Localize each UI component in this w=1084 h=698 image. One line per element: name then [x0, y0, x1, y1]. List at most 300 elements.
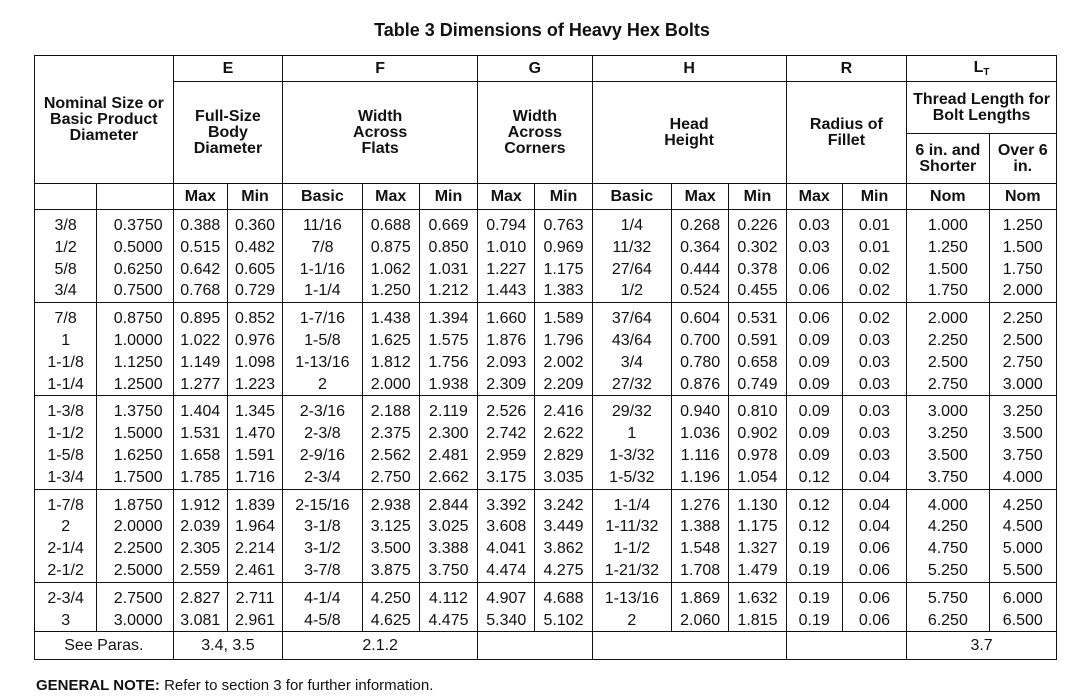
- cell-value: 3.025: [428, 518, 469, 536]
- cell-h-basic: [592, 396, 671, 489]
- cell-g-min: [535, 489, 592, 582]
- col-letter-l-sub: T: [983, 66, 990, 78]
- cell-dec: [97, 582, 173, 632]
- cell-value: 0.6250: [113, 260, 163, 278]
- cell-l-over: [989, 396, 1056, 489]
- cell-value: 1.500: [927, 260, 968, 278]
- cell-l-short: [907, 582, 989, 632]
- general-note-label: GENERAL NOTE:: [36, 677, 160, 694]
- footer-e: 3.4, 3.5: [173, 632, 283, 660]
- cell-e-max: [173, 582, 227, 632]
- cell-h-max: [672, 396, 729, 489]
- cell-r-max: [786, 582, 842, 632]
- cell-value: 0.875: [370, 238, 411, 256]
- cell-value: 2.0000: [113, 518, 163, 536]
- cell-value: 0.09: [798, 375, 830, 393]
- cell-l-over: [989, 489, 1056, 582]
- sub-g-max: Max: [478, 184, 535, 210]
- cell-value: 43/64: [611, 331, 652, 349]
- cell-value: 3.500: [1002, 425, 1043, 443]
- col-desc-l-short: 6 in. and Shorter: [907, 134, 989, 184]
- col-desc-e: Full-Size Body Diameter: [173, 82, 283, 184]
- cell-value: 0.455: [737, 282, 778, 300]
- cell-value: 37/64: [611, 310, 652, 328]
- cell-value: 1.388: [680, 518, 721, 536]
- cell-value: 0.03: [798, 238, 830, 256]
- cell-value: 0.604: [680, 310, 721, 328]
- cell-l-short: [907, 489, 989, 582]
- col-letter-r: R: [786, 56, 907, 82]
- cell-value: 4.250: [1002, 496, 1043, 514]
- cell-value: 1.660: [486, 310, 527, 328]
- cell-value: 0.444: [680, 260, 721, 278]
- cell-value: 1.591: [235, 446, 276, 464]
- cell-value: 0.700: [680, 331, 721, 349]
- cell-value: 0.06: [858, 589, 891, 607]
- cell-value: 3.250: [927, 425, 968, 443]
- cell-value: 4.041: [486, 540, 527, 558]
- cell-value: 1-1/8: [47, 353, 84, 371]
- cell-frac: [35, 303, 97, 396]
- cell-value: 1: [61, 331, 71, 349]
- cell-value: 1.912: [180, 496, 221, 514]
- cell-value: 2.711: [235, 589, 275, 607]
- cell-value: 1.589: [543, 310, 584, 328]
- cell-value: 2.662: [428, 468, 469, 486]
- cell-e-max: [173, 396, 227, 489]
- cell-value: 3.0000: [113, 611, 163, 629]
- sub-e-min: Min: [227, 184, 282, 210]
- cell-value: 1.5000: [113, 425, 163, 443]
- sub-g-min: Min: [535, 184, 592, 210]
- cell-h-min: [729, 303, 786, 396]
- cell-value: 2.961: [235, 611, 276, 629]
- cell-value: 1.022: [180, 331, 221, 349]
- cell-f-max: [362, 303, 419, 396]
- cell-value: 4.250: [927, 518, 968, 536]
- cell-value: 0.969: [543, 238, 584, 256]
- cell-value: 3.608: [486, 518, 527, 536]
- cell-value: 0.19: [798, 561, 830, 579]
- cell-value: 2.742: [486, 425, 527, 443]
- general-note-text: Refer to section 3 for further information.: [159, 677, 434, 694]
- cell-value: 2.000: [1002, 282, 1043, 300]
- cell-value: 2.039: [180, 518, 221, 536]
- cell-frac: [35, 210, 97, 303]
- cell-value: 1.031: [428, 260, 469, 278]
- cell-value: 1.2500: [113, 375, 163, 393]
- cell-r-max: [786, 489, 842, 582]
- cell-value: 2.526: [486, 403, 527, 421]
- cell-value: 0.360: [235, 217, 276, 234]
- table-row-group: [35, 396, 1057, 489]
- cell-value: 2.559: [180, 561, 221, 579]
- cell-h-basic: [592, 210, 671, 303]
- cell-f-min: [419, 582, 477, 632]
- cell-f-min: [419, 396, 477, 489]
- cell-r-min: [842, 396, 906, 489]
- cell-value: 0.09: [798, 331, 830, 349]
- cell-value: 0.810: [737, 403, 778, 421]
- sub-h-min: Min: [729, 184, 786, 210]
- cell-value: 2.188: [370, 403, 411, 421]
- cell-value: 5.340: [486, 611, 527, 629]
- cell-value: 1.3750: [113, 403, 163, 421]
- cell-value: 2.375: [370, 425, 411, 443]
- sub-l-short-nom: Nom: [907, 184, 989, 210]
- cell-value: 0.8750: [113, 310, 163, 328]
- cell-value: 1.175: [543, 260, 584, 278]
- cell-f-max: [362, 210, 419, 303]
- table-title: Table 3 Dimensions of Heavy Hex Bolts: [374, 20, 710, 40]
- cell-value: 0.531: [737, 310, 778, 328]
- cell-value: 4.475: [428, 611, 469, 629]
- cell-l-short: [907, 303, 989, 396]
- cell-value: 4-1/4: [304, 589, 341, 607]
- sub-h-basic: Basic: [592, 184, 671, 210]
- cell-value: 1.276: [680, 496, 721, 514]
- cell-value: 0.09: [798, 403, 830, 421]
- cell-value: 1-7/16: [299, 310, 346, 328]
- cell-value: 11/32: [612, 238, 652, 256]
- cell-value: 1.716: [235, 468, 276, 486]
- cell-value: 2.500: [927, 353, 968, 371]
- size-header: Nominal Size or Basic Product Diameter: [35, 56, 174, 184]
- cell-value: 0.03: [858, 375, 891, 393]
- cell-value: 2: [61, 518, 71, 536]
- cell-value: 0.780: [680, 353, 721, 371]
- cell-r-min: [842, 210, 906, 303]
- cell-value: 2.416: [543, 403, 584, 421]
- cell-l-short: [907, 210, 989, 303]
- col-letter-e: E: [173, 56, 283, 82]
- cell-value: 2.5000: [113, 561, 163, 579]
- cell-value: 2.622: [543, 425, 584, 443]
- cell-value: 3.862: [543, 540, 584, 558]
- cell-value: 3.392: [486, 496, 527, 514]
- cell-value: 0.01: [858, 238, 891, 256]
- cell-value: 3-1/8: [304, 518, 341, 536]
- cell-value: 1.196: [680, 468, 721, 486]
- cell-value: 2.750: [370, 468, 411, 486]
- cell-value: 1.227: [486, 260, 527, 278]
- cell-value: 0.388: [180, 217, 221, 234]
- cell-value: 2.000: [927, 310, 968, 328]
- cell-value: 2-3/8: [304, 425, 341, 443]
- cell-value: 1.575: [428, 331, 469, 349]
- cell-value: 1.0000: [113, 331, 163, 349]
- cell-value: 1.796: [543, 331, 584, 349]
- cell-f-basic: [283, 396, 362, 489]
- cell-e-min: [227, 396, 282, 489]
- cell-value: 0.03: [858, 446, 891, 464]
- cell-value: 3/4: [620, 353, 643, 371]
- cell-value: 1.443: [486, 282, 527, 300]
- cell-value: 0.268: [680, 217, 721, 234]
- cell-value: 2.214: [235, 540, 276, 558]
- cell-value: 1.036: [680, 425, 721, 443]
- cell-value: 4.250: [370, 589, 411, 607]
- cell-r-min: [842, 303, 906, 396]
- cell-value: 2: [627, 611, 637, 629]
- cell-value: 5.500: [1002, 561, 1043, 579]
- cell-value: 0.06: [798, 260, 830, 278]
- cell-frac: [35, 489, 97, 582]
- cell-g-min: [535, 303, 592, 396]
- cell-value: 0.02: [858, 282, 891, 300]
- cell-value: 4.750: [927, 540, 968, 558]
- cell-value: 1.625: [370, 331, 411, 349]
- cell-value: 0.794: [486, 217, 527, 234]
- cell-value: 1.062: [370, 260, 411, 278]
- cell-value: 1-1/16: [299, 260, 346, 278]
- cell-value: 1.130: [737, 496, 778, 514]
- cell-value: 5.000: [1002, 540, 1043, 558]
- col-desc-g: Width Across Corners: [478, 82, 593, 184]
- cell-value: 1.054: [737, 468, 778, 486]
- cell-frac: [35, 396, 97, 489]
- cell-value: 2.2500: [113, 540, 163, 558]
- cell-value: 1.750: [1002, 260, 1043, 278]
- cell-value: 4.625: [370, 611, 411, 629]
- cell-value: 2-3/4: [47, 589, 84, 607]
- cell-value: 0.749: [737, 375, 778, 393]
- col-desc-f: Width Across Flats: [283, 82, 478, 184]
- cell-value: 1.7500: [113, 468, 163, 486]
- cell-f-max: [362, 489, 419, 582]
- cell-value: 1.175: [737, 518, 778, 536]
- cell-value: 29/32: [611, 403, 652, 421]
- cell-value: 2-3/4: [304, 468, 341, 486]
- table-row-group: [35, 303, 1057, 396]
- cell-value: 2.562: [370, 446, 411, 464]
- sub-f-max: Max: [362, 184, 419, 210]
- cell-value: 2-1/2: [47, 561, 84, 579]
- cell-value: 2.500: [1002, 331, 1043, 349]
- cell-value: 1-3/4: [47, 468, 84, 486]
- cell-g-max: [478, 210, 535, 303]
- footer-h: [592, 632, 786, 660]
- cell-value: 2.938: [370, 496, 411, 514]
- cell-g-max: [478, 489, 535, 582]
- table-row-group: [35, 582, 1057, 632]
- cell-h-min: [729, 396, 786, 489]
- cell-value: 3.242: [543, 496, 584, 514]
- col-desc-r: Radius of Fillet: [786, 82, 907, 184]
- cell-value: 0.12: [798, 518, 830, 536]
- cell-value: 2.844: [428, 496, 469, 514]
- col-letter-h: H: [592, 56, 786, 82]
- cell-value: 2.827: [180, 589, 221, 607]
- cell-value: 11/16: [302, 217, 342, 234]
- cell-value: 1/4: [620, 217, 643, 234]
- footer-see-paras: See Paras.: [35, 632, 174, 660]
- cell-value: 0.524: [680, 282, 721, 300]
- cell-value: 0.04: [858, 518, 891, 536]
- cell-r-max: [786, 303, 842, 396]
- cell-value: 0.12: [798, 496, 830, 514]
- cell-value: 0.852: [235, 310, 276, 328]
- cell-value: 0.226: [737, 217, 778, 234]
- cell-value: 1-1/2: [47, 425, 84, 443]
- cell-l-over: [989, 210, 1056, 303]
- sub-r-max: Max: [786, 184, 842, 210]
- cell-h-min: [729, 582, 786, 632]
- cell-value: 1.869: [680, 589, 721, 607]
- cell-value: 3.175: [486, 468, 527, 486]
- cell-value: 1.785: [180, 468, 221, 486]
- cell-value: 1.223: [235, 375, 276, 393]
- cell-value: 1-13/16: [604, 589, 659, 607]
- cell-h-max: [672, 210, 729, 303]
- cell-value: 1-1/2: [613, 540, 651, 558]
- cell-value: 3-1/2: [304, 540, 341, 558]
- cell-dec: [97, 396, 173, 489]
- cell-value: 0.302: [737, 238, 778, 256]
- cell-value: 1.250: [927, 238, 968, 256]
- cell-value: 6.000: [1002, 589, 1043, 607]
- cell-value: 6.500: [1002, 611, 1043, 629]
- cell-value: 1/2: [620, 282, 643, 300]
- cell-h-min: [729, 210, 786, 303]
- cell-value: 1.438: [370, 310, 411, 328]
- cell-value: 1.812: [370, 353, 411, 371]
- cell-value: 27/64: [611, 260, 652, 278]
- cell-h-max: [672, 303, 729, 396]
- cell-value: 1.548: [680, 540, 721, 558]
- sub-l-over-nom: Nom: [989, 184, 1056, 210]
- cell-value: 2.461: [235, 561, 276, 579]
- footer-f: 2.1.2: [283, 632, 478, 660]
- cell-value: 4.907: [486, 589, 527, 607]
- cell-e-min: [227, 582, 282, 632]
- cell-value: 4.275: [543, 561, 584, 579]
- cell-frac: [35, 582, 97, 632]
- cell-value: 3.875: [370, 561, 411, 579]
- cell-value: 3.449: [543, 518, 584, 536]
- cell-value: 0.605: [235, 260, 276, 278]
- cell-value: 1.708: [680, 561, 721, 579]
- col-letter-l-main: L: [973, 58, 984, 76]
- footer-l: 3.7: [907, 632, 1057, 660]
- cell-value: 1-11/32: [605, 518, 659, 536]
- cell-value: 1.938: [428, 375, 469, 393]
- cell-value: 2.309: [486, 375, 527, 393]
- cell-value: 1-1/4: [304, 282, 341, 300]
- cell-value: 0.763: [543, 217, 584, 234]
- cell-value: 27/32: [611, 375, 652, 393]
- cell-value: 0.06: [858, 611, 891, 629]
- col-desc-l: Thread Length for Bolt Lengths: [907, 82, 1057, 134]
- cell-value: 4.500: [1002, 518, 1043, 536]
- cell-value: 4.000: [927, 496, 968, 514]
- cell-value: 2-9/16: [299, 446, 346, 464]
- cell-r-min: [842, 489, 906, 582]
- cell-value: 2.000: [370, 375, 411, 393]
- cell-value: 0.19: [798, 589, 830, 607]
- cell-value: 2.250: [1002, 310, 1043, 328]
- cell-value: 0.515: [180, 238, 221, 256]
- cell-value: 0.06: [858, 540, 891, 558]
- cell-g-min: [535, 210, 592, 303]
- cell-value: 1-13/16: [295, 353, 350, 371]
- cell-value: 2.060: [680, 611, 721, 629]
- cell-value: 1.345: [235, 403, 276, 421]
- cell-e-max: [173, 210, 227, 303]
- cell-value: 1.394: [428, 310, 469, 328]
- cell-e-min: [227, 303, 282, 396]
- cell-value: 0.03: [858, 331, 891, 349]
- cell-value: 0.658: [737, 353, 778, 371]
- cell-value: 0.09: [798, 446, 830, 464]
- cell-value: 0.01: [858, 217, 891, 234]
- cell-value: 1.658: [180, 446, 221, 464]
- dimensions-table: [34, 55, 1057, 660]
- cell-value: 1.327: [737, 540, 778, 558]
- cell-h-basic: [592, 582, 671, 632]
- cell-dec: [97, 210, 173, 303]
- cell-h-basic: [592, 303, 671, 396]
- cell-f-min: [419, 210, 477, 303]
- cell-value: 1.632: [737, 589, 778, 607]
- cell-f-basic: [283, 210, 362, 303]
- cell-value: 1-7/8: [47, 496, 84, 514]
- cell-value: 0.978: [737, 446, 778, 464]
- sub-e-max: Max: [173, 184, 227, 210]
- cell-value: 5.750: [927, 589, 968, 607]
- cell-value: 1-3/8: [47, 403, 84, 421]
- cell-value: 1-1/4: [47, 375, 84, 393]
- cell-value: 1.277: [180, 375, 221, 393]
- cell-value: 2.119: [429, 403, 468, 421]
- cell-value: 2.750: [1002, 353, 1043, 371]
- cell-value: 0.976: [235, 331, 276, 349]
- cell-value: 3/8: [54, 217, 77, 234]
- footer-g: [478, 632, 593, 660]
- col-letter-g: G: [478, 56, 593, 82]
- cell-r-max: [786, 210, 842, 303]
- cell-value: 0.688: [370, 217, 411, 234]
- sub-f-min: Min: [419, 184, 477, 210]
- cell-l-over: [989, 303, 1056, 396]
- cell-value: 1.383: [543, 282, 584, 300]
- cell-value: 0.02: [858, 260, 891, 278]
- cell-value: 4.474: [486, 561, 527, 579]
- cell-f-max: [362, 396, 419, 489]
- cell-value: 0.03: [858, 403, 891, 421]
- cell-value: 1.098: [235, 353, 276, 371]
- cell-value: 0.729: [235, 282, 276, 300]
- cell-value: 2.750: [927, 375, 968, 393]
- sub-r-min: Min: [842, 184, 906, 210]
- cell-value: 3-7/8: [304, 561, 341, 579]
- cell-value: 3.500: [927, 446, 968, 464]
- cell-value: 2.481: [428, 446, 469, 464]
- cell-f-basic: [283, 303, 362, 396]
- cell-value: 0.12: [798, 468, 830, 486]
- cell-value: 0.19: [798, 611, 830, 629]
- col-letter-f: F: [283, 56, 478, 82]
- cell-value: 0.06: [858, 561, 891, 579]
- cell-h-basic: [592, 489, 671, 582]
- cell-value: 1: [627, 425, 637, 443]
- cell-value: 2.829: [543, 446, 584, 464]
- cell-value: 3: [61, 611, 71, 629]
- cell-e-max: [173, 489, 227, 582]
- cell-value: 1-21/32: [604, 561, 659, 579]
- cell-value: 0.03: [858, 353, 891, 371]
- cell-value: 3.750: [428, 561, 469, 579]
